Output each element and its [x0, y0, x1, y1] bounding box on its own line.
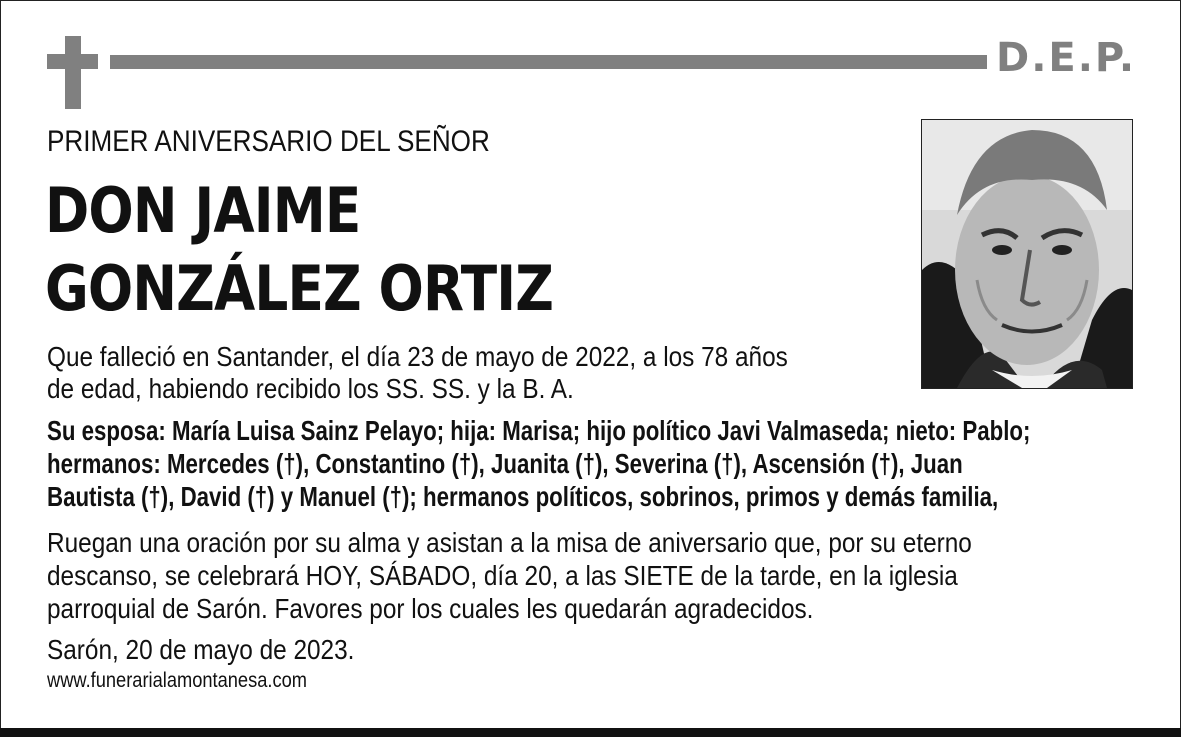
- cross-horizontal-bar: [47, 54, 98, 69]
- notice-subtitle: PRIMER ANIVERSARIO DEL SEÑOR: [47, 125, 490, 158]
- deceased-name: [45, 172, 553, 328]
- cross-vertical-bar: [65, 36, 81, 109]
- death-details: [47, 341, 882, 405]
- mass-request-line: parroquial de Sarón. Favores por los cuales les quedarán agradecidos.: [47, 593, 814, 624]
- dep-label: D.E.P.: [996, 35, 1137, 81]
- header-rule: [110, 55, 987, 69]
- bottom-border-bar: [0, 728, 1181, 737]
- family-members-line: hermanos: Mercedes (†), Constantino (†), Juanita (†), Severina (†), Ascensión (†), Juan: [47, 448, 963, 479]
- death-details-line: de edad, habiendo recibido los SS. SS. y la B. A.: [47, 373, 574, 404]
- family-members-line: Su esposa: María Luisa Sainz Pelayo; hija: Marisa; hijo político Javi Valmaseda; nieto: Pablo;: [47, 415, 1031, 446]
- family-members: [47, 414, 1081, 513]
- place-and-date: Sarón, 20 de mayo de 2023.: [47, 634, 355, 665]
- mass-request: [47, 526, 1178, 625]
- funeral-home-website-link[interactable]: www.funerarialamontanesa.com: [47, 669, 307, 692]
- family-members-line: Bautista (†), David (†) y Manuel (†); hermanos políticos, sobrinos, primos y demás familia,: [47, 481, 999, 512]
- deceased-name-line-1: DON JAIME: [45, 174, 361, 247]
- death-details-line: Que falleció en Santander, el día 23 de mayo de 2022, a los 78 años: [47, 341, 788, 372]
- portrait-photo: [921, 119, 1133, 389]
- deceased-name-line-2: GONZÁLEZ ORTIZ: [45, 252, 554, 325]
- mass-request-line: descanso, se celebrará HOY, SÁBADO, día 20, a las SIETE de la tarde, en la iglesia: [47, 560, 958, 591]
- portrait-image: [922, 120, 1132, 388]
- mass-request-line: Ruegan una oración por su alma y asistan a la misa de aniversario que, por su eterno: [47, 527, 972, 558]
